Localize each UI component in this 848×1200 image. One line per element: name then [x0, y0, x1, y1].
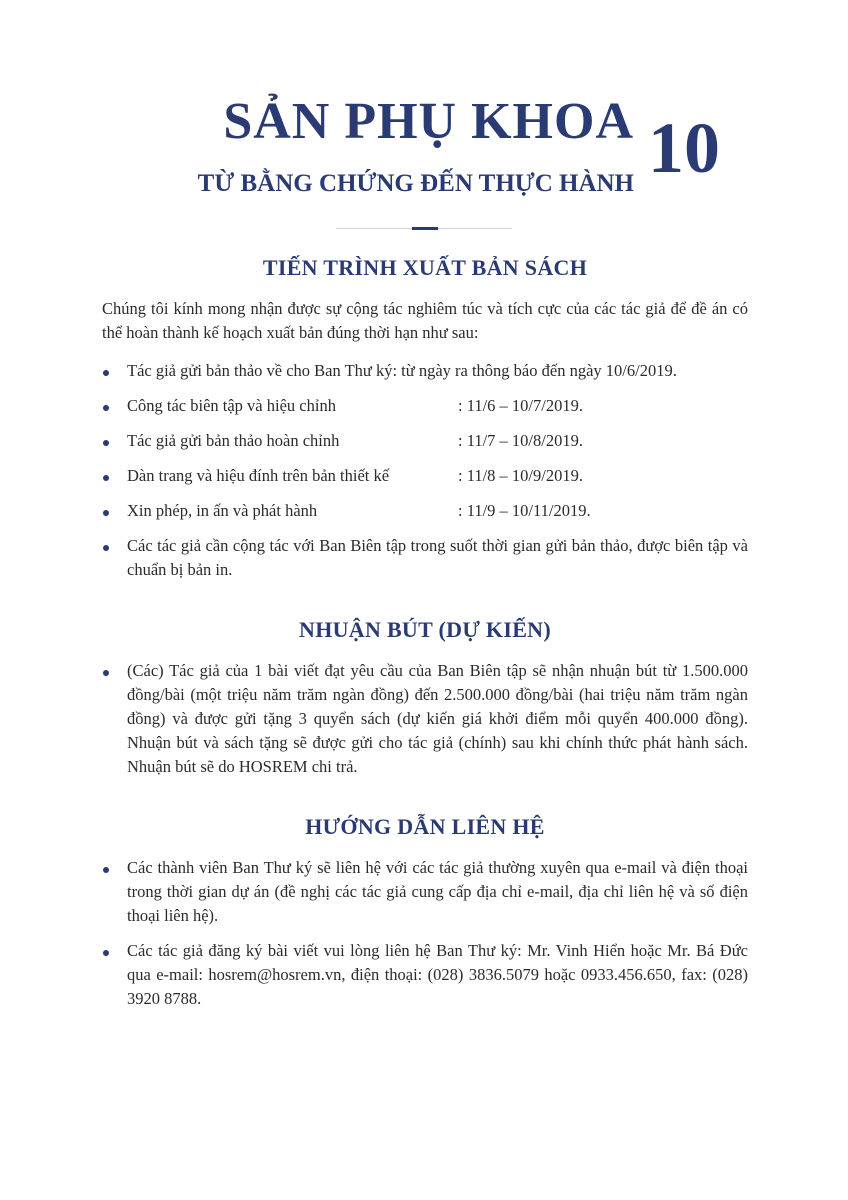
contact-section: [102, 814, 748, 1011]
book-subtitle: TỪ BẰNG CHỨNG ĐẾN THỰC HÀNH: [197, 170, 634, 197]
publishing-title: TIẾN TRÌNH XUẤT BẢN SÁCH: [262, 255, 588, 280]
publishing-intro: Chúng tôi kính mong nhận được sự cộng tác nghiêm túc và tích cực của các tác giả để đề án có thể hoàn thành kế hoạch xuất bản đúng thời hạn như sau:: [102, 299, 748, 342]
bullet-icon: [103, 510, 109, 516]
bullet-icon: [103, 950, 109, 956]
bullet-icon: [103, 867, 109, 873]
bullet-icon: [103, 370, 109, 376]
list-item: [102, 429, 748, 453]
list-item-text: Tác giả gửi bản thảo về cho Ban Thư ký: từ ngày ra thông báo đến ngày 10/6/2019.: [127, 361, 677, 380]
list-item-text: Các tác giả đăng ký bài viết vui lòng liên hệ Ban Thư ký: Mr. Vinh Hiển hoặc Mr. Bá Đức qua e-mail: hosrem@hosrem.vn, điện thoại: (028) 3836.5079 hoặc 0933.456.650, fax: (028) 3920 8788.: [127, 941, 748, 1008]
schedule-date: : 11/7 – 10/8/2019.: [458, 431, 583, 450]
list-item: [102, 464, 748, 488]
schedule-task: Dàn trang và hiệu đính trên bản thiết kế: [127, 466, 390, 485]
book-title: SẢN PHỤ KHOA: [223, 93, 634, 150]
page-content: [102, 255, 748, 1022]
header-divider-accent: [412, 227, 438, 230]
page-header: [0, 0, 848, 240]
list-item-text: Các tác giả cần cộng tác với Ban Biên tập trong suốt thời gian gửi bản thảo, được biên tập và chuẩn bị bản in.: [127, 536, 748, 579]
list-item: [102, 359, 748, 383]
list-item: [102, 499, 748, 523]
contact-list: [102, 856, 748, 1011]
royalty-title: NHUẬN BÚT (DỰ KIẾN): [299, 617, 551, 642]
schedule-date: : 11/9 – 10/11/2019.: [458, 501, 591, 520]
list-item: [102, 856, 748, 928]
bullet-icon: [103, 545, 109, 551]
volume-number: 10: [648, 108, 720, 188]
schedule-date: : 11/8 – 10/9/2019.: [458, 466, 583, 485]
schedule-date: : 11/6 – 10/7/2019.: [458, 396, 583, 415]
list-item: [102, 939, 748, 1011]
schedule-task: Tác giả gửi bản thảo hoàn chỉnh: [127, 431, 340, 450]
bullet-icon: [103, 670, 109, 676]
bullet-icon: [103, 440, 109, 446]
publishing-section: [102, 255, 748, 582]
publishing-list: [102, 359, 748, 582]
schedule-task: Công tác biên tập và hiệu chỉnh: [127, 396, 336, 415]
royalty-section: [102, 617, 748, 779]
bullet-icon: [103, 475, 109, 481]
royalty-list: [102, 659, 748, 779]
schedule-task: Xin phép, in ấn và phát hành: [127, 501, 318, 520]
contact-title: HƯỚNG DẪN LIÊN HỆ: [305, 814, 545, 839]
list-item: [102, 534, 748, 582]
list-item: [102, 394, 748, 418]
bullet-icon: [103, 405, 109, 411]
list-item-text: Các thành viên Ban Thư ký sẽ liên hệ với các tác giả thường xuyên qua e-mail và điện thoại trong thời gian dự án (đề nghị các tác giả cung cấp địa chỉ e-mail, địa chỉ liên hệ và số điện thoại liên hệ).: [127, 858, 748, 925]
list-item-text: (Các) Tác giả của 1 bài viết đạt yêu cầu của Ban Biên tập sẽ nhận nhuận bút từ 1.500.000 đồng/bài (một triệu năm trăm ngàn đồng) đến 2.500.000 đồng/bài (hai triệu năm trăm ngàn đồng) và được gửi tặng 3 quyển sách (dự kiến giá khởi điểm mỗi quyển 400.000 đồng). Nhuận bút và sách tặng sẽ được gửi cho tác giả (chính) sau khi chính thức phát hành sách. Nhuận bút sẽ do HOSREM chi trả.: [127, 661, 748, 776]
list-item: [102, 659, 748, 779]
